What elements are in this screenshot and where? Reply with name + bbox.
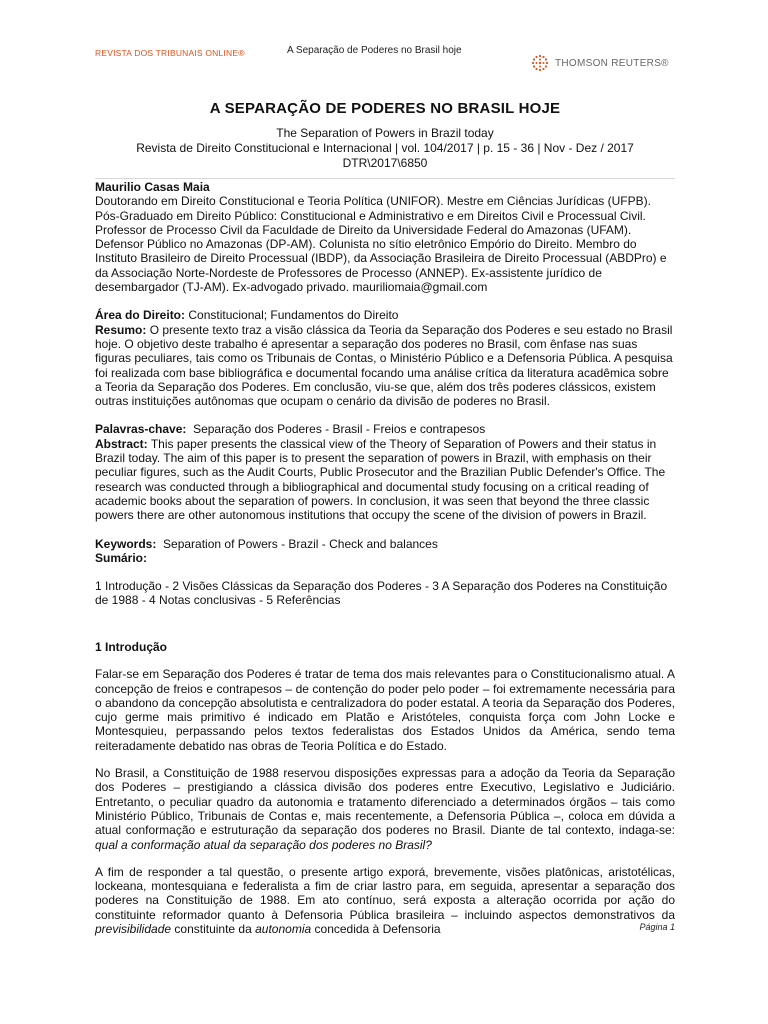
brand-logo (530, 53, 669, 73)
brand-name: THOMSON REUTERS® (555, 57, 669, 69)
area-value: Constitucional; Fundamentos do Direito (188, 308, 399, 323)
paragraph-3-emphasis-1: previsibilidade (95, 922, 172, 937)
paragraph-2 (95, 766, 675, 852)
paragraph-3 (95, 865, 675, 936)
area-label: Área do Direito: (95, 308, 186, 323)
research-question: qual a conformação atual da separação dos poderes no Brasil? (95, 837, 432, 852)
resumo-text: O presente texto traz a visão clássica da Teoria da Separação dos Poderes e seu estado no Brasil hoje. O objetivo deste trabalho é apresentar a separação dos poderes no Brasil, com ênfase nas suas figuras peculiares, tais como os Tribunais de Contas, o Ministério Público e a Defensoria Pública. A pesquisa foi realizada com base bibliográfica e documental focando uma análise crítica da literatura acadêmica sobre a Teoria da Separação dos Poderes. Em conclusão, viu-se que, além dos três poderes clássicos, existem outras instituições autônomas que ocupam o cenário da divisão de poderes no Brasil. (95, 322, 673, 409)
citation: Revista de Direito Constitucional e Internacional | vol. 104/2017 | p. 15 - 36 | Nov - Dez / 2017 (136, 141, 634, 155)
section-heading: 1 Introdução (95, 640, 168, 654)
article-body (95, 640, 675, 936)
publisher-logo: REVISTA DOS TRIBUNAIS ONLINE® (95, 48, 245, 58)
keywords-value: Separation of Powers - Brazil - Check and balances (163, 536, 438, 551)
article-metadata (95, 180, 675, 608)
abstract-paragraph (95, 437, 675, 523)
title-block (95, 100, 675, 171)
page-number: Página 1 (639, 922, 675, 932)
author-name: Maurilio Casas Maia (95, 180, 210, 194)
palavras-line (95, 422, 675, 436)
palavras-label: Palavras-chave: (95, 422, 187, 437)
resumo-paragraph (95, 323, 675, 409)
article-title: A SEPARAÇÃO DE PODERES NO BRASIL HOJE (209, 100, 561, 117)
running-title: A Separação de Poderes no Brasil hoje (287, 45, 462, 56)
paragraph-1: Falar-se em Separação dos Poderes é tratar de tema dos mais relevantes para o Constitucionalismo atual. A concepção de freios e contrapesos – de contenção do poder pelo poder – foi extremamente necessária para o abandono da concepção absolutista e centralizadora do poder estatal. A teoria da Separação dos Poderes, cujo germe mais primitivo é indicado em Platão e Aristóteles, conquista força com John Locke e Montesquieu, perpassando pelos textos federalistas dos Estados Unidos da América, sendo tema reiteradamente debatido nas obras de Teoria Política e do Estado. (95, 667, 675, 753)
palavras-value: Separação dos Poderes - Brasil - Freios e contrapesos (193, 422, 486, 437)
sumario-text: 1 Introdução - 2 Visões Clássicas da Separação dos Poderes - 3 A Separação dos Poderes na Constituição de 1988 - 4 Notas conclusivas - 5 Referências (95, 579, 668, 608)
paragraph-2-text: No Brasil, a Constituição de 1988 reservou disposições expressas para a adoção da Teoria da Separação dos Poderes – prestigiando a clássica divisão dos poderes entre Executivo, Legislativo e Judiciário. Entretanto, o peculiar quadro da autonomia e tratamento diferenciado a determinados órgãos – tais como Ministério Público, Tribunais de Contas e, mais recentemente, a Defensoria Pública –, coloca em dúvida a atual conformação e estruturação da separação dos poderes no Brasil. Diante de tal contexto, indaga-se: (95, 766, 675, 838)
keywords-line (95, 537, 675, 551)
author-bio: Doutorando em Direito Constitucional e Teoria Política (UNIFOR). Mestre em Ciências Jurídicas (UFPB). Pós-Graduado em Direito Público: Constitucional e Administrativo e em Direitos Civil e Processual Civil. Professor de Processo Civil da Faculdade de Direito da Universidade Federal do Amazonas (UFAM). Defensor Público no Amazonas (DP-AM). Colunista no sítio eletrônico Empório do Direito. Membro do Instituto Brasileiro de Direito Processual (IBDP), da Associação Brasileira de Direito Processual (ABDPro) e da Associação Norte-Nordeste de Professores de Processo (ANNEP). Ex-assistente jurídico de desembargador (TJ-AM). Ex-advogado privado. mauriliomaia@gmail.com (95, 194, 667, 295)
thomson-reuters-dots-icon (530, 53, 550, 73)
dtr-code: DTR\2017\6850 (342, 156, 428, 170)
area-line (95, 308, 675, 322)
paragraph-3-text-a: A fim de responder a tal questão, o presente artigo exporá, brevemente, visões platônicas, aristotélicas, lockeana, montesquiana e federalista a fim de criar lastro para, em seguida, apresentar a separação dos poderes na Constituição de 1988. Em ato contínuo, será exposta a alteração ocorrida por ação do constituinte reformador quanto à Defensoria Pública brasileira – incluindo aspectos demonstrativos da (95, 864, 675, 922)
divider (95, 178, 675, 179)
keywords-label: Keywords: (95, 536, 157, 551)
english-title: The Separation of Powers in Brazil today (276, 126, 494, 140)
paragraph-3-text-b: constituinte da (174, 922, 252, 937)
resumo-label: Resumo: (95, 322, 147, 337)
sumario-label: Sumário: (95, 550, 148, 565)
paragraph-3-text-c: concedida à Defensoria (314, 922, 441, 937)
abstract-label: Abstract: (95, 436, 148, 451)
paragraph-3-emphasis-2: autonomia (255, 922, 312, 937)
abstract-text: This paper presents the classical view of the Theory of Separation of Powers and their status in Brazil today. The aim of this paper is to present the separation of powers in Brazil, with emphasis on their peculiar figures, such as the Audit Courts, Public Prosecutor and the Brazilian Public Defender's Office. The research was conducted through a bibliographical and documental study focusing on a critical reading of academic books about the separation of powers. In conclusion, it was seen that beyond the three classic powers there are other autonomous institutions that occupy the scene of the division of powers in Brazil. (95, 436, 666, 523)
